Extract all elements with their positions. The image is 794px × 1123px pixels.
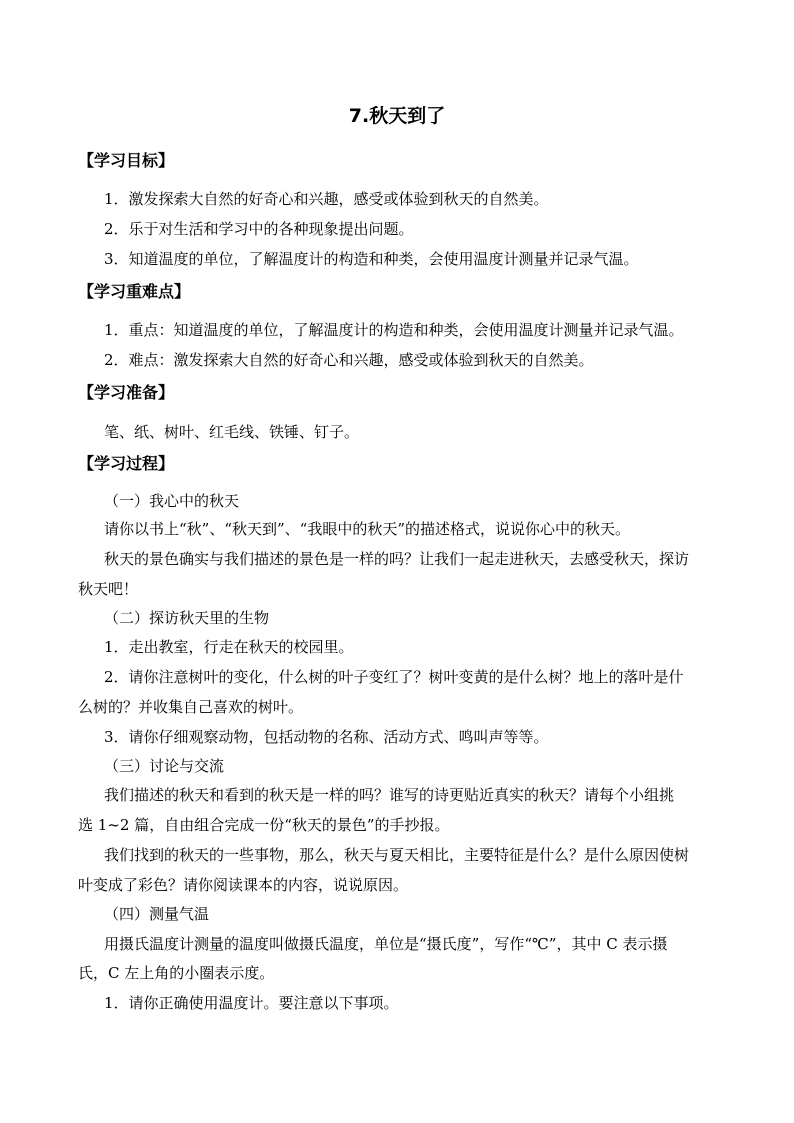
process-list-item-continued: 么树的？并收集自己喜欢的树叶。 [78, 698, 304, 716]
process-paragraph-line: 我们找到的秋天的一些事物，那么，秋天与夏天相比，主要特征是什么？是什么原因使树 [104, 846, 690, 864]
process-list-item: 1．请你正确使用温度计。要注意以下事项。 [104, 994, 399, 1012]
section-heading-objectives: 【学习目标】 [78, 151, 175, 170]
document-title: 7.秋天到了 [348, 105, 446, 127]
key-point-item: 2．难点：激发探索大自然的好奇心和兴趣，感受或体验到秋天的自然美。 [104, 351, 594, 369]
preparation-text: 笔、纸、树叶、红毛线、铁锤、钉子。 [104, 423, 360, 441]
process-list-item: 2．请你注意树叶的变化，什么树的叶子变红了？树叶变黄的是什么树？地上的落叶是什 [104, 668, 684, 686]
section-heading-key-points: 【学习重难点】 [78, 282, 191, 301]
key-point-item: 1．重点：知道温度的单位，了解温度计的构造和种类，会使用温度计测量并记录气温。 [104, 321, 684, 339]
subsection-heading: （一）我心中的秋天 [104, 492, 240, 510]
subsection-heading: （二）探访秋天里的生物 [104, 609, 270, 627]
objective-item: 2．乐于对生活和学习中的各种现象提出问题。 [104, 220, 414, 238]
process-paragraph-line: 秋天的景色确实与我们描述的景色是一样的吗？让我们一起走进秋天，去感受秋天，探访 [104, 550, 690, 568]
section-heading-preparation: 【学习准备】 [78, 383, 175, 402]
objective-item: 3．知道温度的单位，了解温度计的构造和种类，会使用温度计测量并记录气温。 [104, 250, 639, 268]
section-heading-process: 【学习过程】 [78, 454, 175, 473]
process-paragraph-line: 氏，C 左上角的小圈表示度。 [78, 964, 275, 982]
subsection-heading: （四）测量气温 [104, 905, 210, 923]
process-list-item: 1．走出教室，行走在秋天的校园里。 [104, 638, 354, 656]
objective-item: 1．激发探索大自然的好奇心和兴趣，感受或体验到秋天的自然美。 [104, 190, 549, 208]
process-list-item: 3．请你仔细观察动物，包括动物的名称、活动方式、鸣叫声等等。 [104, 728, 549, 746]
process-paragraph-line: 叶变成了彩色？请你阅读课本的内容，说说原因。 [78, 876, 409, 894]
process-paragraph-line: 选 1~2 篇，自由组合完成一份“秋天的景色”的手抄报。 [78, 816, 450, 834]
process-paragraph-line: 秋天吧！ [78, 580, 139, 598]
subsection-heading: （三）讨论与交流 [104, 757, 225, 775]
process-paragraph-line: 我们描述的秋天和看到的秋天是一样的吗？谁写的诗更贴近真实的秋天？请每个小组挑 [104, 786, 675, 804]
process-paragraph-line: 请你以书上“秋”、“秋天到”、“我眼中的秋天”的描述格式，说说你心中的秋天。 [104, 520, 631, 538]
process-paragraph-line: 用摄氏温度计测量的温度叫做摄氏温度，单位是“摄氏度”，写作“℃”，其中 C 表示摄 [104, 935, 668, 953]
